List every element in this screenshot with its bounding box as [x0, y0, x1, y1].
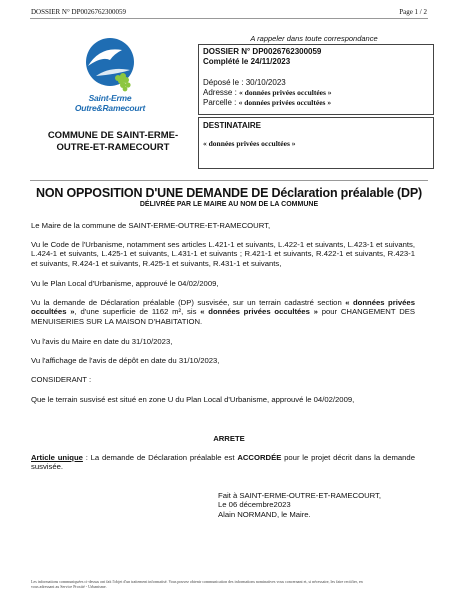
decision-subtitle: DÉLIVRÉE PAR LE MAIRE AU NOM DE LA COMMUNE: [139, 201, 319, 208]
recipient-label: DESTINATAIRE: [203, 121, 261, 130]
address-label: Adresse :: [203, 88, 237, 97]
commune-name-line2: OUTRE-ET-RAMECOURT: [56, 142, 170, 153]
request-text-a: Vu la demande de Déclaration préalable (DP) susvisée, sur un terrain cadastré section: [31, 298, 346, 307]
footer-line1: Les informations communiquées ci-dessus ont fait l'objet d'un traitement informatisé. Vous pouvez obtenir communication des informations nominatives vous concernant et, si nécessaire, les faire rectifier, en: [31, 579, 363, 584]
commune-logo: [74, 36, 146, 124]
paragraph-plu: Vu le Plan Local d'Urbanisme, approuvé le 04/02/2009,: [31, 279, 219, 288]
dossier-info-box: [198, 44, 434, 115]
paragraph-mayor: Le Maire de la commune de SAINT-ERME-OUTRE-ET-RAMECOURT,: [31, 221, 271, 230]
article-label: Article unique: [31, 453, 83, 462]
signature-name: Alain NORMAND, le Maire.: [218, 509, 311, 519]
title-divider: [30, 180, 428, 181]
dossier-number: DOSSIER N° DP0026762300059: [203, 47, 322, 56]
article-decision: ACCORDÉE: [237, 453, 282, 462]
request-text-c: , d'une superficie de 1162 m², sis: [74, 307, 201, 317]
recipient-value: « données privées occultées »: [203, 139, 296, 148]
request-address-private: « données privées occultées »: [200, 307, 318, 317]
header-divider: [30, 18, 428, 19]
header-dossier-ref: DOSSIER N° DP0026762300059: [31, 8, 126, 16]
arrete-heading: ARRETE: [213, 434, 245, 443]
logo-text-line1: Saint-Erme: [88, 93, 132, 103]
article-unique: [31, 453, 415, 472]
parcel-value: « données privées occultées »: [238, 98, 332, 107]
page-number: Page 1 / 2: [399, 8, 427, 16]
paragraph-code-urbanisme: Vu le Code de l'Urbanisme, notamment ses articles L.421-1 et suivants, L.422-1 et suivants, L.423-1 et suivants, L.424-1 et suivants, L.425-1 et suivants, L.431-1 et suivants ; R.421-1 et suivants, R.422-1 et suivants, R.423-1 et suivants, R.424-1 et suivants, R.425-1 et suivants, R.431-1 et suivants,: [31, 240, 415, 268]
parcel-label: Parcelle :: [203, 98, 237, 107]
article-text-a: : La demande de Déclaration préalable est: [82, 453, 238, 462]
article-text-c: pour le projet décrit dans la demande susvisée.: [31, 453, 415, 472]
paragraph-request: [31, 298, 415, 326]
recipient-box: [198, 117, 434, 169]
correspondence-reminder: A rappeler dans toute correspondance: [250, 34, 378, 43]
address-row: [203, 88, 332, 97]
commune-name: [38, 130, 188, 154]
decision-title: NON OPPOSITION D'UNE DEMANDE DE Déclaration préalable (DP): [36, 186, 422, 200]
completion-date: Complété le 24/11/2023: [203, 57, 291, 66]
address-value: « données privées occultées »: [239, 88, 332, 97]
signature-date: Le 06 décembre2023: [218, 500, 291, 510]
signature-place: Fait à SAINT-ERME-OUTRE-ET-RAMECOURT,: [218, 491, 382, 500]
paragraph-posting: Vu l'affichage de l'avis de dépôt en date du 31/10/2023,: [31, 356, 220, 365]
considering-label: CONSIDERANT :: [31, 375, 92, 384]
logo-emblem-icon: [74, 36, 146, 94]
parcel-row: [203, 98, 331, 107]
signature-block: [218, 491, 381, 519]
request-section-private: « données privées occultées »: [31, 298, 415, 317]
logo-text-line2: Outre&Ramecourt: [74, 103, 146, 113]
request-text-e: pour CHANGEMENT DES MENUISERIES SUR LA MAISON D'HABITATION.: [31, 307, 415, 326]
paragraph-zone: Que le terrain susvisé est situé en zone U du Plan Local d'Urbanisme, approuvé le 04/02/2009,: [31, 395, 355, 404]
footer-notice: [31, 579, 421, 589]
footer-line2: vous adressant au Service Proxité - Urbanisme.: [31, 584, 107, 589]
commune-name-line1: COMMUNE DE SAINT-ERME-: [47, 130, 179, 141]
deposit-date: Déposé le : 30/10/2023: [203, 78, 286, 87]
paragraph-mayor-opinion: Vu l'avis du Maire en date du 31/10/2023,: [31, 337, 173, 346]
